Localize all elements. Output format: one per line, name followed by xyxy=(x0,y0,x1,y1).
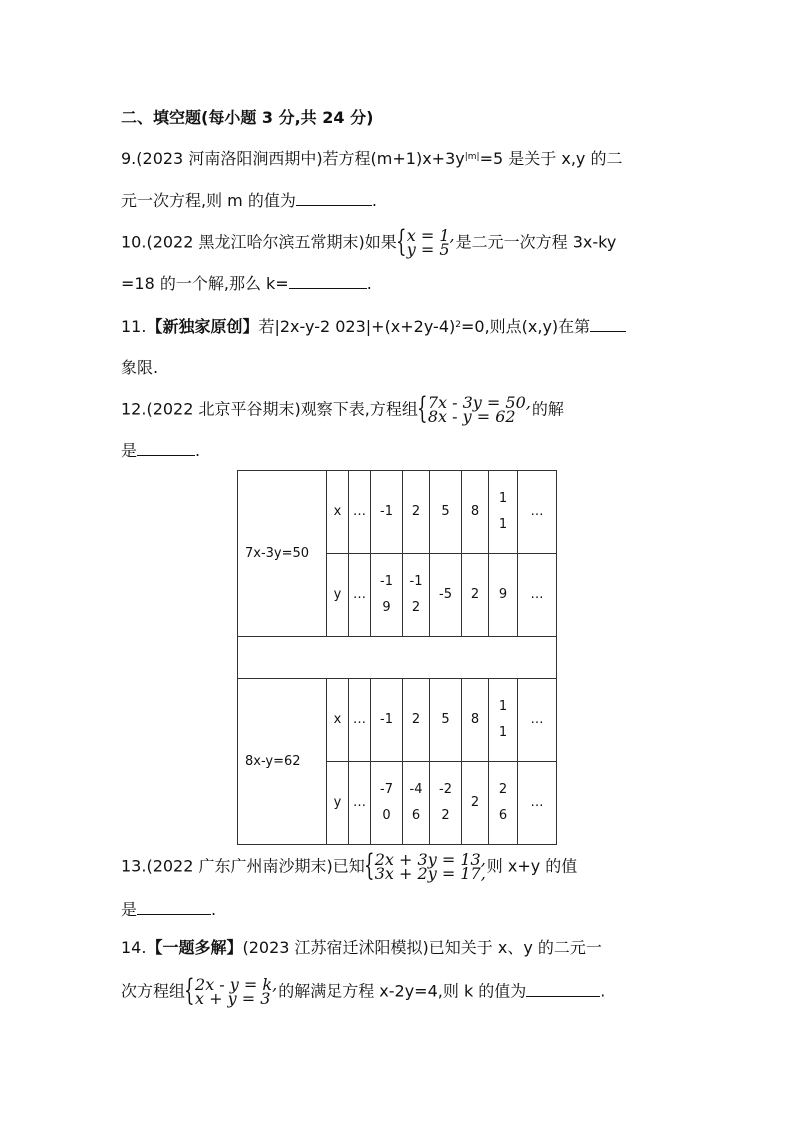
question-13-line-1: 13.(2022 广东广州南沙期末)已知 { 2x + 3y = 13, 3x + 2y = 17, 则 x+y 的值 xyxy=(121,848,578,883)
table-row: y … -19 -12 -5 2 9 … xyxy=(238,554,557,637)
question-11-line-2: 象限. xyxy=(121,358,159,377)
question-14-line-2: 次方程组 { 2x - y = k, x + y = 3 的解满足方程 x-2y=4,则 k 的值为 . xyxy=(121,973,606,1008)
question-9-line-1: 9.(2023 河南洛阳涧西期中)若方程$(m+1)x+3y^{|m|}=5$ 是关于 x,y 的二 xyxy=(121,149,623,168)
table-row: 7x-3y=50 x … -1 2 5 8 11 … xyxy=(238,471,557,554)
question-11-line-1: 11.【新独家原创】若|2x-y-2 $023|+(x+2y-4)^2=0$,则点(x,y)在第 xyxy=(121,316,626,338)
equation-label: 7x-3y=50 xyxy=(238,471,327,637)
equation-system: { 2x + 3y = 13, 3x + 2y = 17, xyxy=(363,848,486,883)
equation-label: 8x-y=62 xyxy=(238,679,327,845)
section-title: 二、填空题(每小题 3 分,共 24 分) xyxy=(121,108,374,127)
answer-blank[interactable] xyxy=(289,274,367,289)
answer-blank[interactable] xyxy=(137,441,195,456)
table-row: 8x-y=62 x … -1 2 5 8 11 … xyxy=(238,679,557,762)
question-14-line-1: 14.【一题多解】(2023 江苏宿迁沭阳模拟)已知关于 x、y 的二元一 xyxy=(121,938,602,957)
equation-system: { 2x - y = k, x + y = 3 xyxy=(184,973,278,1008)
question-12-line-1: 12.(2022 北京平谷期末)观察下表,方程组 { 7x - 3y = 50, 8x - y = 62 的解 xyxy=(121,391,564,426)
question-10-line-1: 10.(2022 黑龙江哈尔滨五常期末)如果 { x = 1, y = 5 是二元一次方程 3x-ky xyxy=(121,224,617,259)
table-row: y … -70 -46 -22 2 26 … xyxy=(238,762,557,845)
table-spacer-row xyxy=(238,637,557,679)
question-13-line-2: 是 . xyxy=(121,900,217,919)
answer-blank[interactable] xyxy=(296,191,372,206)
question-9-line-2: 元一次方程,则 m 的值为 . xyxy=(121,191,377,210)
answer-blank[interactable] xyxy=(590,317,626,332)
equation-system: { x = 1, y = 5 xyxy=(395,224,455,259)
answer-blank[interactable] xyxy=(137,900,211,915)
answer-blank[interactable] xyxy=(526,982,600,997)
tag-label: 【一题多解】 xyxy=(146,938,243,957)
equation-system: { 7x - 3y = 50, 8x - y = 62 xyxy=(416,391,531,426)
tag-label: 【新独家原创】 xyxy=(146,317,259,336)
question-12-line-2: 是 . xyxy=(121,441,201,460)
question-10-line-2: =18 的一个解,那么 k= . xyxy=(121,274,372,293)
values-table xyxy=(237,470,557,845)
